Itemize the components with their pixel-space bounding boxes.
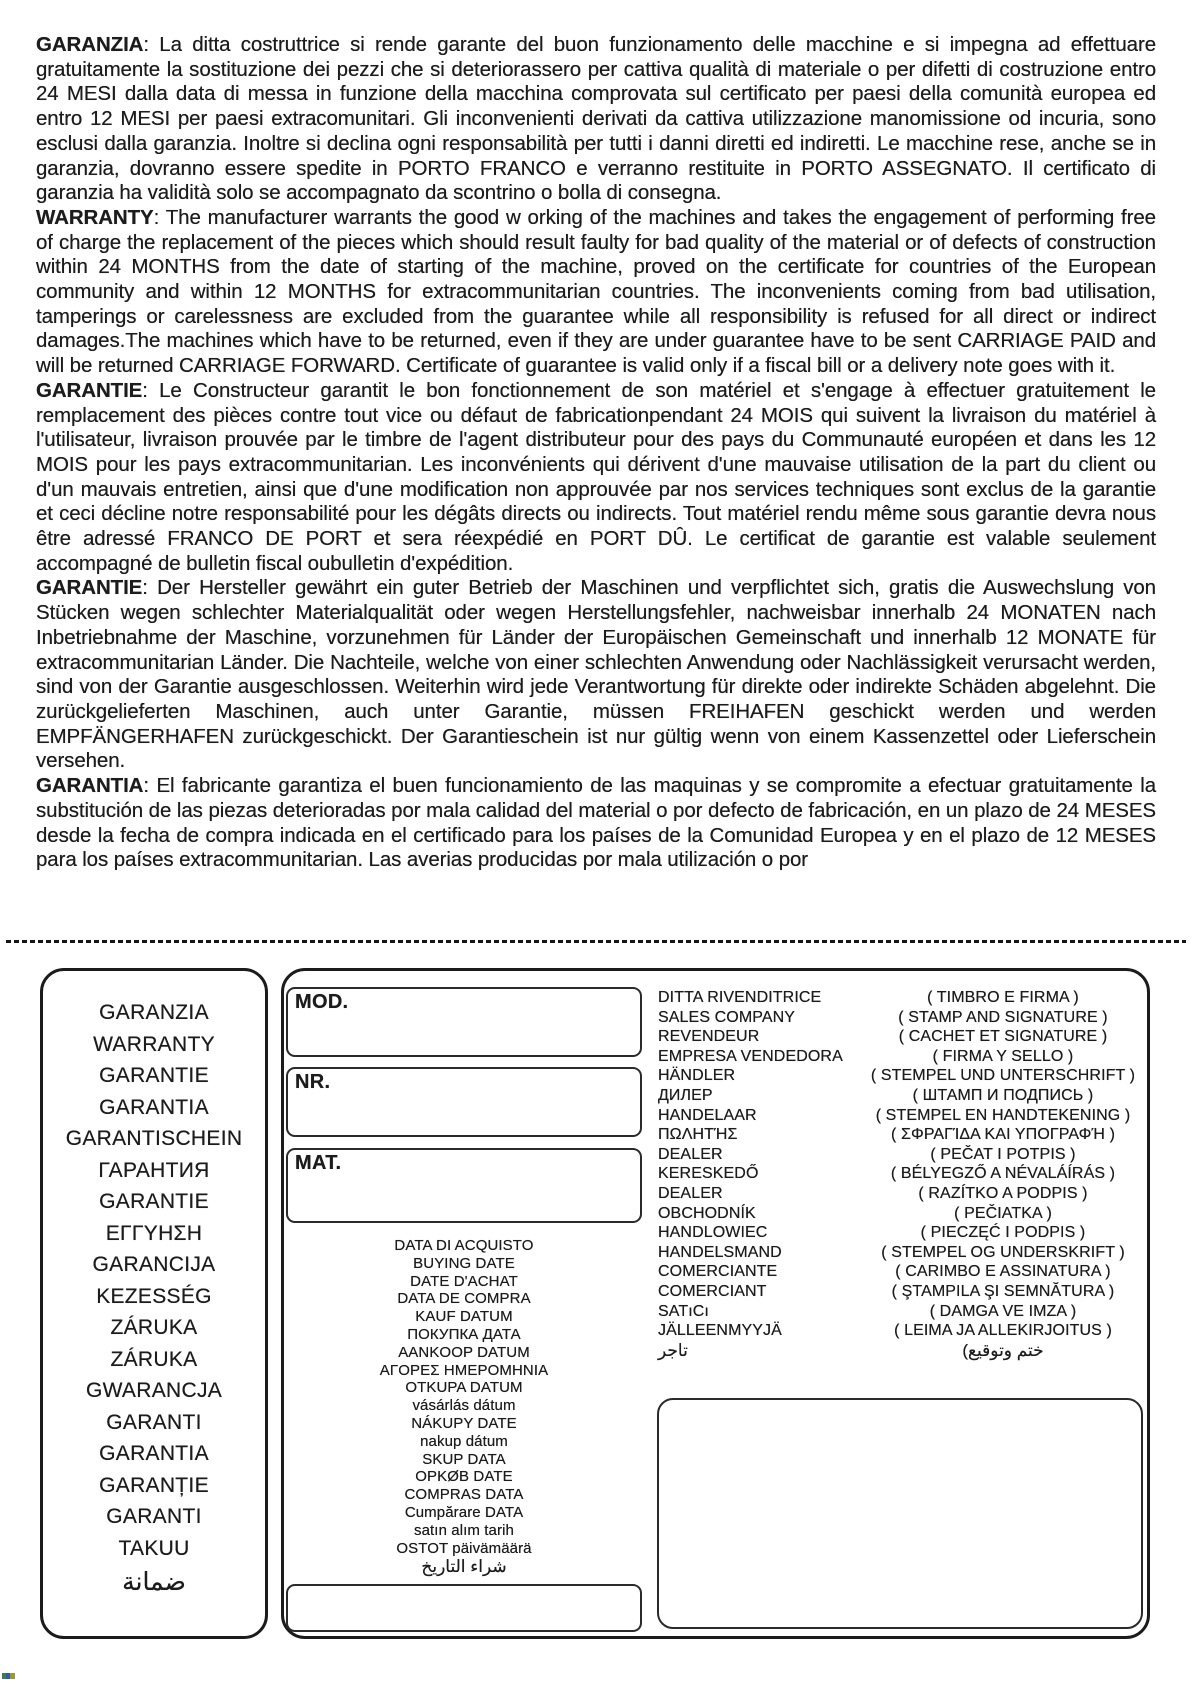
mod-field-box	[286, 987, 642, 1057]
paragraph-italian	[36, 33, 1156, 206]
stamp-signature-label: ( CARIMBO E ASSINATURA )	[895, 1263, 1111, 1281]
mat-field-box	[286, 1148, 642, 1223]
paragraph-lead-italian: GARANZIA	[36, 33, 144, 56]
guarantee-title: GARANTIE	[99, 1064, 209, 1087]
purchase-date-label: AANKOOP DATUM	[398, 1343, 530, 1361]
guarantee-title-panel	[40, 968, 268, 1639]
paragraph-english	[36, 206, 1156, 379]
guarantee-title-list	[43, 997, 265, 1600]
dealer-label: JÄLLEENMYYJÄ	[658, 1322, 782, 1340]
guarantee-title: GARANTIA	[99, 1442, 209, 1465]
dealer-label: SATıCı	[658, 1302, 709, 1320]
stamp-signature-label: ( FIRMA Y SELLO )	[932, 1047, 1074, 1065]
stamp-signature-label: ( BÉLYEGZŐ A NÉVALÁÍRÁS )	[890, 1165, 1116, 1183]
scan-artifact	[2, 1673, 15, 1679]
stamp-signature-label: ( CACHET ET SIGNATURE )	[898, 1028, 1108, 1046]
stamp-signature-list	[860, 988, 1146, 1360]
dealer-label: HÄNDLER	[658, 1067, 736, 1085]
dashed-cut-line	[6, 940, 1186, 943]
stamp-signature-label: ( RAZÍTKO A PODPIS )	[918, 1184, 1088, 1202]
purchase-date-label: ПОКУПКА ДАТА	[407, 1325, 521, 1343]
paragraph-body-spanish: : El fabricante garantiza el buen funcionamiento de las maquinas y se compromite a efectuar gratuitamente la substitución de las piezas deterioradas por mala calidad del material o por defecto de fabricación, en un plazo de 24 MESES desde la fecha de compra indicada en el certificado para los países de la Comunidad Europea y en el plazo de 12 MESES para los países extracommunitarian. Las averias producidas por mala utilización o por	[36, 774, 1156, 872]
purchase-date-label: Cumpărare DATA	[404, 1503, 524, 1521]
dealer-label: DITTA RIVENDITRICE	[658, 989, 822, 1006]
guarantee-title: GARANȚIE	[99, 1473, 209, 1497]
purchase-date-label: satın alım tarih	[414, 1521, 514, 1539]
mat-field-label: MAT.	[295, 1152, 342, 1174]
purchase-date-field-box	[286, 1584, 642, 1632]
guarantee-title: ZÁRUKA	[110, 1316, 198, 1339]
guarantee-title: GARANTI	[106, 1410, 202, 1434]
purchase-date-label: OPKØB DATE	[415, 1468, 513, 1486]
guarantee-title: TAKUU	[118, 1536, 190, 1560]
purchase-date-label: BUYING DATE	[413, 1254, 515, 1272]
purchase-date-label: ΑΓΟΡΕΣ ΗΜΕΡΟΜΗΝΙΑ	[379, 1361, 549, 1379]
stamp-signature-label: ( STAMP AND SIGNATURE )	[898, 1008, 1108, 1026]
stamp-signature-label: ( ШТАМП И ПОДПИСЬ )	[912, 1086, 1094, 1104]
stamp-signature-label: ( LEIMA JA ALLEKIRJOITUS )	[894, 1322, 1112, 1340]
dealer-label: KERESKEDŐ	[658, 1165, 759, 1183]
stamp-signature-label: ( DAMGA VE IMZA )	[929, 1302, 1077, 1320]
purchase-date-label: KAUF DATUM	[415, 1308, 513, 1326]
guarantee-title: WARRANTY	[93, 1032, 215, 1056]
purchase-date-label: NÁKUPY DATE	[411, 1414, 517, 1432]
guarantee-title: GARANTIA	[99, 1095, 209, 1119]
purchase-date-label: COMPRAS DATA	[404, 1486, 524, 1504]
dealer-label: DEALER	[658, 1145, 723, 1163]
dealer-list	[658, 988, 870, 1360]
guarantee-title: ZÁRUKA	[110, 1347, 198, 1371]
stamp-signature-label: ( PIECZĘĆ I PODPIS )	[920, 1224, 1086, 1242]
purchase-date-label: nakup dátum	[420, 1432, 508, 1450]
purchase-date-label: OTKUPA DATUM	[405, 1379, 523, 1397]
dealer-label: COMERCIANTE	[658, 1263, 778, 1281]
stamp-signature-label: ( ŞTAMPILA ŞI SEMNĂTURA )	[891, 1282, 1115, 1300]
guarantee-title: ΕΓΓΥΗΣΗ	[105, 1221, 203, 1245]
dealer-label: HANDELAAR	[658, 1106, 757, 1124]
stamp-signature-label: ( ΣΦΡΑΓΊΔΑ ΚΑΙ ΥΠΟΓΡΑΦΉ )	[890, 1126, 1116, 1144]
paragraph-lead-french: GARANTIE	[36, 378, 143, 402]
stamp-signature-label: ( TIMBRO E FIRMA )	[927, 989, 1079, 1006]
guarantee-title: GARANTIE	[99, 1190, 209, 1213]
paragraph-german	[36, 576, 1156, 774]
dealer-label: EMPRESA VENDEDORA	[658, 1047, 843, 1065]
dealer-label: HANDLOWIEC	[658, 1224, 768, 1242]
dealer-label: REVENDEUR	[658, 1028, 760, 1046]
dealer-label: SALES COMPANY	[658, 1008, 796, 1026]
purchase-date-label: vásárlás dátum	[412, 1397, 516, 1415]
stamp-signature-label: ( STEMPEL UND UNTERSCHRIFT )	[870, 1067, 1136, 1085]
paragraph-lead-spanish: GARANTIA	[36, 774, 144, 798]
guarantee-title: GWARANCJA	[85, 1379, 223, 1402]
nr-field-box	[286, 1067, 642, 1137]
warranty-text-block	[36, 33, 1156, 873]
paragraph-lead-german: GARANTIE	[36, 576, 143, 600]
paragraph-lead-english: WARRANTY	[36, 205, 154, 229]
paragraph-body-english: : The manufacturer warrants the good w orking of the machines and takes the engagement of performing free of charge the replacement of the pieces which should result faulty for bad quality of the material or of defects of construction within 24 MONTHS from the date of starting of the machine, proved on the certificate for countries of the European community and within 12 MONTHS for extracommunitarian countries. The inconvenients coming from bad utilisation, tamperings or carelessness are excluded from the guarantee while all responsibility is refused for all direct or indirect damages.The machines which have to be returned, even if they are under guarantee have to be sent CARRIAGE PAID and will be returned CARRIAGE FORWARD. Certificate of guarantee is valid only if a fiscal bill or a delivery note goes with it.	[36, 205, 1156, 378]
stamp-signature-label: ( PEČIATKA )	[954, 1204, 1052, 1222]
guarantee-title: GARANTI	[106, 1505, 202, 1528]
certificate-form-panel	[281, 968, 1150, 1639]
stamp-signature-label: (ختم وتوقيع	[962, 1340, 1044, 1360]
purchase-date-label: SKUP DATA	[422, 1450, 506, 1468]
guarantee-title: ГАРАНТИЯ	[98, 1158, 210, 1182]
dealer-label: DEALER	[658, 1184, 723, 1202]
stamp-signature-label: ( PEČAT I POTPIS )	[930, 1145, 1076, 1163]
purchase-date-label: DATE D'ACHAT	[410, 1272, 518, 1290]
purchase-date-label: DATA DI ACQUISTO	[394, 1237, 534, 1254]
purchase-date-label: OSTOT päivämäärä	[396, 1539, 532, 1557]
dealer-label: ΠΩΛΗΤΉΣ	[658, 1126, 738, 1144]
guarantee-title: KEZESSÉG	[96, 1284, 212, 1308]
stamp-field-box	[657, 1398, 1143, 1629]
guarantee-title: ضمانة	[122, 1568, 186, 1596]
dealer-label: OBCHODNÍK	[658, 1204, 756, 1222]
paragraph-spanish	[36, 774, 1156, 873]
stamp-signature-label: ( STEMPEL OG UNDERSKRIFT )	[881, 1243, 1125, 1261]
nr-field-label: NR.	[295, 1071, 331, 1093]
purchase-date-list	[286, 1237, 642, 1577]
guarantee-title: GARANCIJA	[92, 1253, 216, 1276]
dealer-label: HANDELSMAND	[658, 1243, 782, 1261]
paragraph-body-italian: : La ditta costruttrice si rende garante del buon funzionamento delle macchine e si impegna ad effettuare gratuitamente la sostituzione dei pezzi che si deteriorassero per cattiva qualità di materiale o per difetti di costruzione entro 24 MESI dalla data di messa in funzione della macchina comprovata sul certificato per paesi della comunità europea ed entro 12 MESI per paesi extracomunitari. Gli inconvenienti derivati da cattiva utilizzazione manomissione od incuria, sono esclusi dalla garanzia. Inoltre si declina ogni responsabilità per tutti i danni diretti ed indiretti. Le macchine rese, anche se in garanzia, dovranno essere spedite in PORTO FRANCO e verranno restituite in PORTO ASSEGNATO. Il certificato di garanzia ha validità solo se accompagnato da scontrino o bolla di consegna.	[36, 33, 1156, 205]
dealer-label: ДИЛЕР	[658, 1086, 713, 1104]
paragraph-body-german: : Der Hersteller gewährt ein guter Betrieb der Maschinen und verpflichtet sich, gratis die Auswechslung von Stücken wegen schlechter Materialqualität oder wegen Herstellungsfehler, nachweisbar innerhalb 24 MONATEN nach Inbetriebnahme der Maschine, vorzunehmen für Länder der Europäischen Gemeinschaft und innerhalb 12 MONATE für extracommunitarian Länder. Die Nachteile, welche von einer schlechten Anwendung oder Nachlässigkeit verursacht werden, sind von der Garantie ausgeschlossen. Weiterhin wird jede Verantwortung für direkte oder indirekte Schäden abgelehnt. Die zurückgelieferten Maschinen, auch unter Garantie, müssen FREIHAFEN geschickt werden und werden EMPFÄNGERHAFEN zurückgeschickt. Der Garantieschein ist nur gültig wenn von einem Kassenzettel oder Lieferschein versehen.	[36, 576, 1156, 773]
dealer-label: COMERCIANT	[658, 1282, 767, 1300]
guarantee-title: GARANZIA	[99, 1001, 209, 1024]
paragraph-body-french: : Le Constructeur garantit le bon fonctionnement de son matériel et s'engage à effectuer gratuitement le remplacement des pièces contre tout vice ou défaut de fabricationpendant 24 MOIS qui suivent la livraison du matériel à l'utilisateur, livraison prouvée par le timbre de l'agent distributeur pour des pays du Communauté européen et dans les 12 MOIS pour les pays extracommunitarian. Les inconvénients qui dérivent d'une mauvaise utilisation de la part du client ou d'un mauvais entretien, ainsi que d'une modification non approuvée par nos services techniques sont exclus de la garantie et ceci décline notre responsabilité pour les dégâts directs ou indirects. Tout matériel rendu même sous garantie devra nous être adressé FRANCO DE PORT et sera réexpédié en PORT DÛ. Le certificat de garantie est valable seulement accompagné de bulletin fiscal oubulletin d'expédition.	[36, 378, 1156, 575]
mod-field-label: MOD.	[295, 991, 349, 1013]
paragraph-french	[36, 379, 1156, 577]
stamp-signature-label: ( STEMPEL EN HANDTEKENING )	[875, 1106, 1131, 1124]
purchase-date-label: DATA DE COMPRA	[397, 1290, 531, 1308]
dealer-label: تاجر	[658, 1340, 688, 1360]
guarantee-title: GARANTISCHEIN	[65, 1127, 243, 1150]
purchase-date-label: شراء التاريخ	[421, 1557, 507, 1577]
